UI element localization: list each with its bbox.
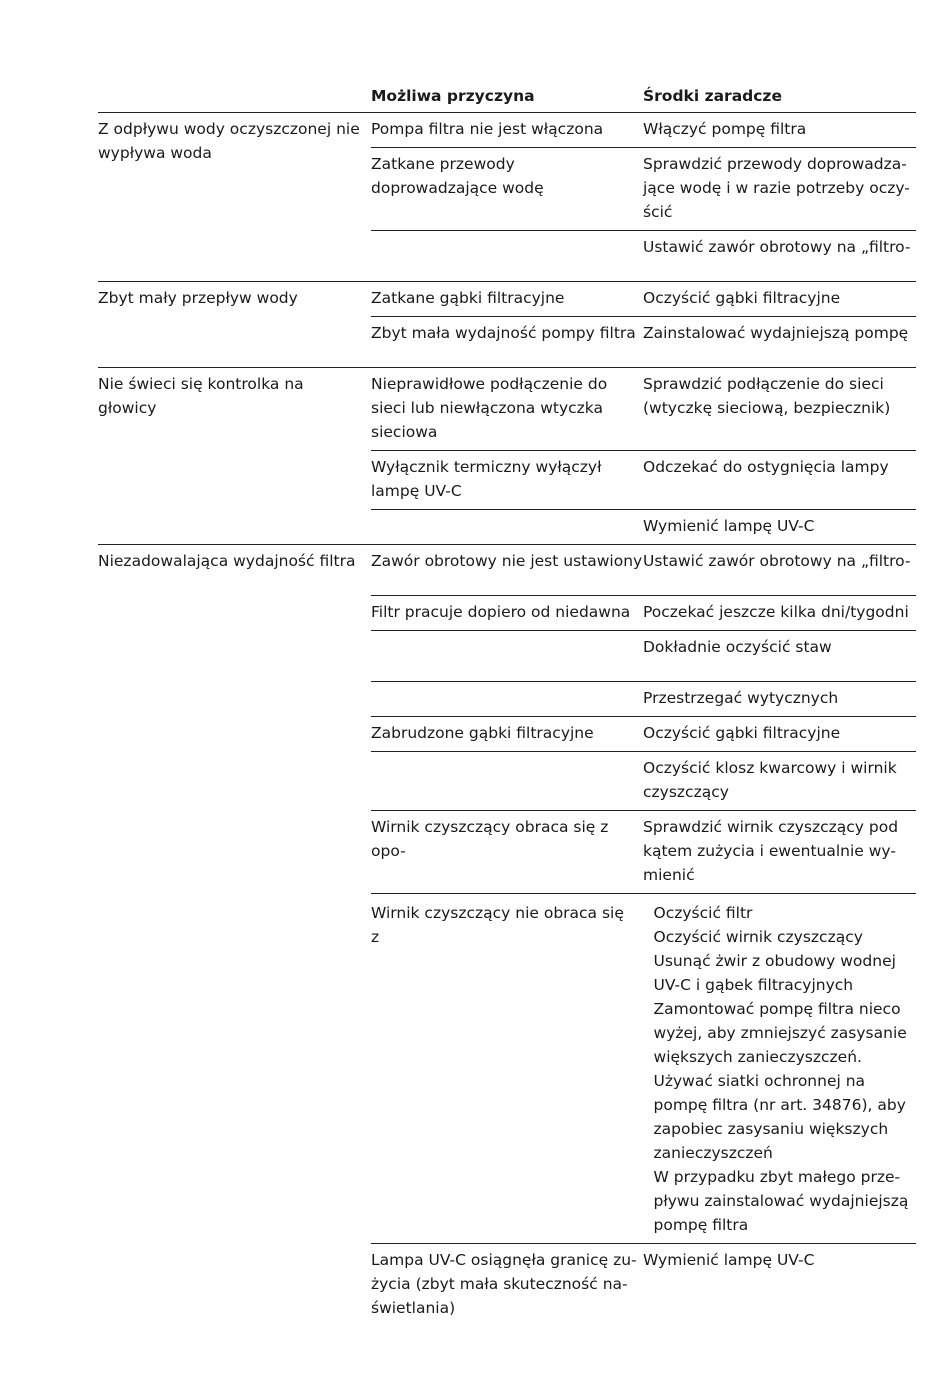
remedy-list-item: Usunąć żwir z obudowy wodnej UV-C i gąbek filtracyjnych <box>653 952 896 994</box>
table-row <box>371 282 916 317</box>
table-row <box>371 317 916 351</box>
table-row <box>371 631 916 681</box>
problem-text: Zbyt mały przepływ wody <box>98 289 298 307</box>
cause-cell <box>371 686 643 710</box>
table-row <box>371 595 916 631</box>
cause-cell: Nieprawidłowe podłączenie do sieci lub niewłączona wtyczka sieciowa <box>371 375 608 441</box>
remedy-cell: Sprawdzić podłączenie do sieci (wtyczkę sieciową, bezpiecznik) <box>643 375 891 417</box>
table-header <box>98 84 916 113</box>
cause-cell <box>371 635 643 659</box>
table-row <box>371 510 916 544</box>
remedy-list-item: Używać siatki ochronnej na pompę filtra (nr art. 34876), aby zapobiec zasysaniu większych zanieczyszczeń <box>653 1072 906 1162</box>
remedy-list <box>633 901 916 1237</box>
remedy-cell: Oczyścić gąbki filtracyjne <box>643 289 841 307</box>
table-row <box>371 368 916 451</box>
problem-group <box>98 544 916 1326</box>
remedy-cell: Sprawdzić wirnik czyszczący pod kątem zużycia i ewentualnie wy-mienić <box>643 818 899 884</box>
table-row <box>371 451 916 510</box>
table-row <box>371 681 916 717</box>
problem-text: Z odpływu wody oczyszczonej nie wypływa woda <box>98 120 360 162</box>
header-cause: Możliwa przyczyna <box>371 87 535 105</box>
table-row <box>371 231 916 265</box>
table-row <box>371 1244 916 1326</box>
remedy-list-item: Oczyścić wirnik czyszczący <box>653 928 863 946</box>
cause-cell <box>371 756 643 804</box>
remedy-cell: Ustawić zawór obrotowy na „filtro- <box>643 238 911 256</box>
cause-cell <box>371 235 643 259</box>
cause-cell: Pompa filtra nie jest włączona <box>371 120 604 138</box>
troubleshooting-table <box>98 84 916 1326</box>
remedy-cell: Ustawić zawór obrotowy na „filtro- <box>643 552 911 570</box>
problem-group <box>98 367 916 544</box>
remedy-cell: Wymienić lampę UV-C <box>643 1251 815 1269</box>
problem-text: Nie świeci się kontrolka na głowicy <box>98 375 304 417</box>
problem-group <box>98 113 916 281</box>
cause-cell: Zatkane gąbki filtracyjne <box>371 289 565 307</box>
remedy-cell: Oczyścić klosz kwarcowy i wirnik czyszczący <box>643 759 897 801</box>
table-row <box>371 545 916 579</box>
cause-cell <box>371 514 643 538</box>
problem-text: Niezadowalająca wydajność filtra <box>98 552 356 570</box>
table-row <box>371 113 916 148</box>
remedy-list-item: W przypadku zbyt małego prze-pływu zainstalować wydajniejszą pompę filtra <box>653 1168 909 1234</box>
remedy-cell: Zainstalować wydajniejszą pompę <box>643 324 909 342</box>
cause-cell: Wyłącznik termiczny wyłączył lampę UV-C <box>371 458 602 500</box>
table-row <box>371 752 916 811</box>
cause-cell: Zabrudzone gąbki filtracyjne <box>371 724 594 742</box>
remedy-cell: Odczekać do ostygnięcia lampy <box>643 458 889 476</box>
cause-cell: Zbyt mała wydajność pompy filtra <box>371 324 636 342</box>
remedy-cell: Oczyścić gąbki filtracyjne <box>643 724 841 742</box>
header-remedy: Środki zaradcze <box>643 87 782 105</box>
remedy-list-item: Zamontować pompę filtra nieco wyżej, aby zmniejszyć zasysanie większych zanieczyszczeń. <box>653 1000 907 1066</box>
cause-cell: Zawór obrotowy nie jest ustawiony <box>371 552 643 570</box>
problem-group <box>98 281 916 367</box>
remedy-cell: Przestrzegać wytycznych <box>643 689 839 707</box>
remedy-cell: Poczekać jeszcze kilka dni/tygodni <box>643 603 909 621</box>
cause-cell: Filtr pracuje dopiero od niedawna <box>371 603 631 621</box>
remedy-list-item: Oczyścić filtr <box>653 904 753 922</box>
remedy-cell: Wymienić lampę UV-C <box>643 517 815 535</box>
remedy-cell: Włączyć pompę filtra <box>643 120 807 138</box>
remedy-cell: Dokładnie oczyścić staw <box>643 638 832 656</box>
table-row <box>371 811 916 894</box>
table-row <box>371 894 916 1244</box>
table-row <box>371 148 916 231</box>
remedy-cell: Sprawdzić przewody doprowadza-jące wodę i w razie potrzeby oczy-ścić <box>643 155 910 221</box>
table-row <box>371 717 916 752</box>
cause-cell: Wirnik czyszczący obraca się z opo- <box>371 818 609 860</box>
cause-cell: Zatkane przewody doprowadzające wodę <box>371 155 544 197</box>
cause-cell: Lampa UV-C osiągnęła granicę zu-życia (zbyt mała skuteczność na-świetlania) <box>371 1251 637 1317</box>
cause-cell: Wirnik czyszczący nie obraca się z <box>371 904 624 946</box>
